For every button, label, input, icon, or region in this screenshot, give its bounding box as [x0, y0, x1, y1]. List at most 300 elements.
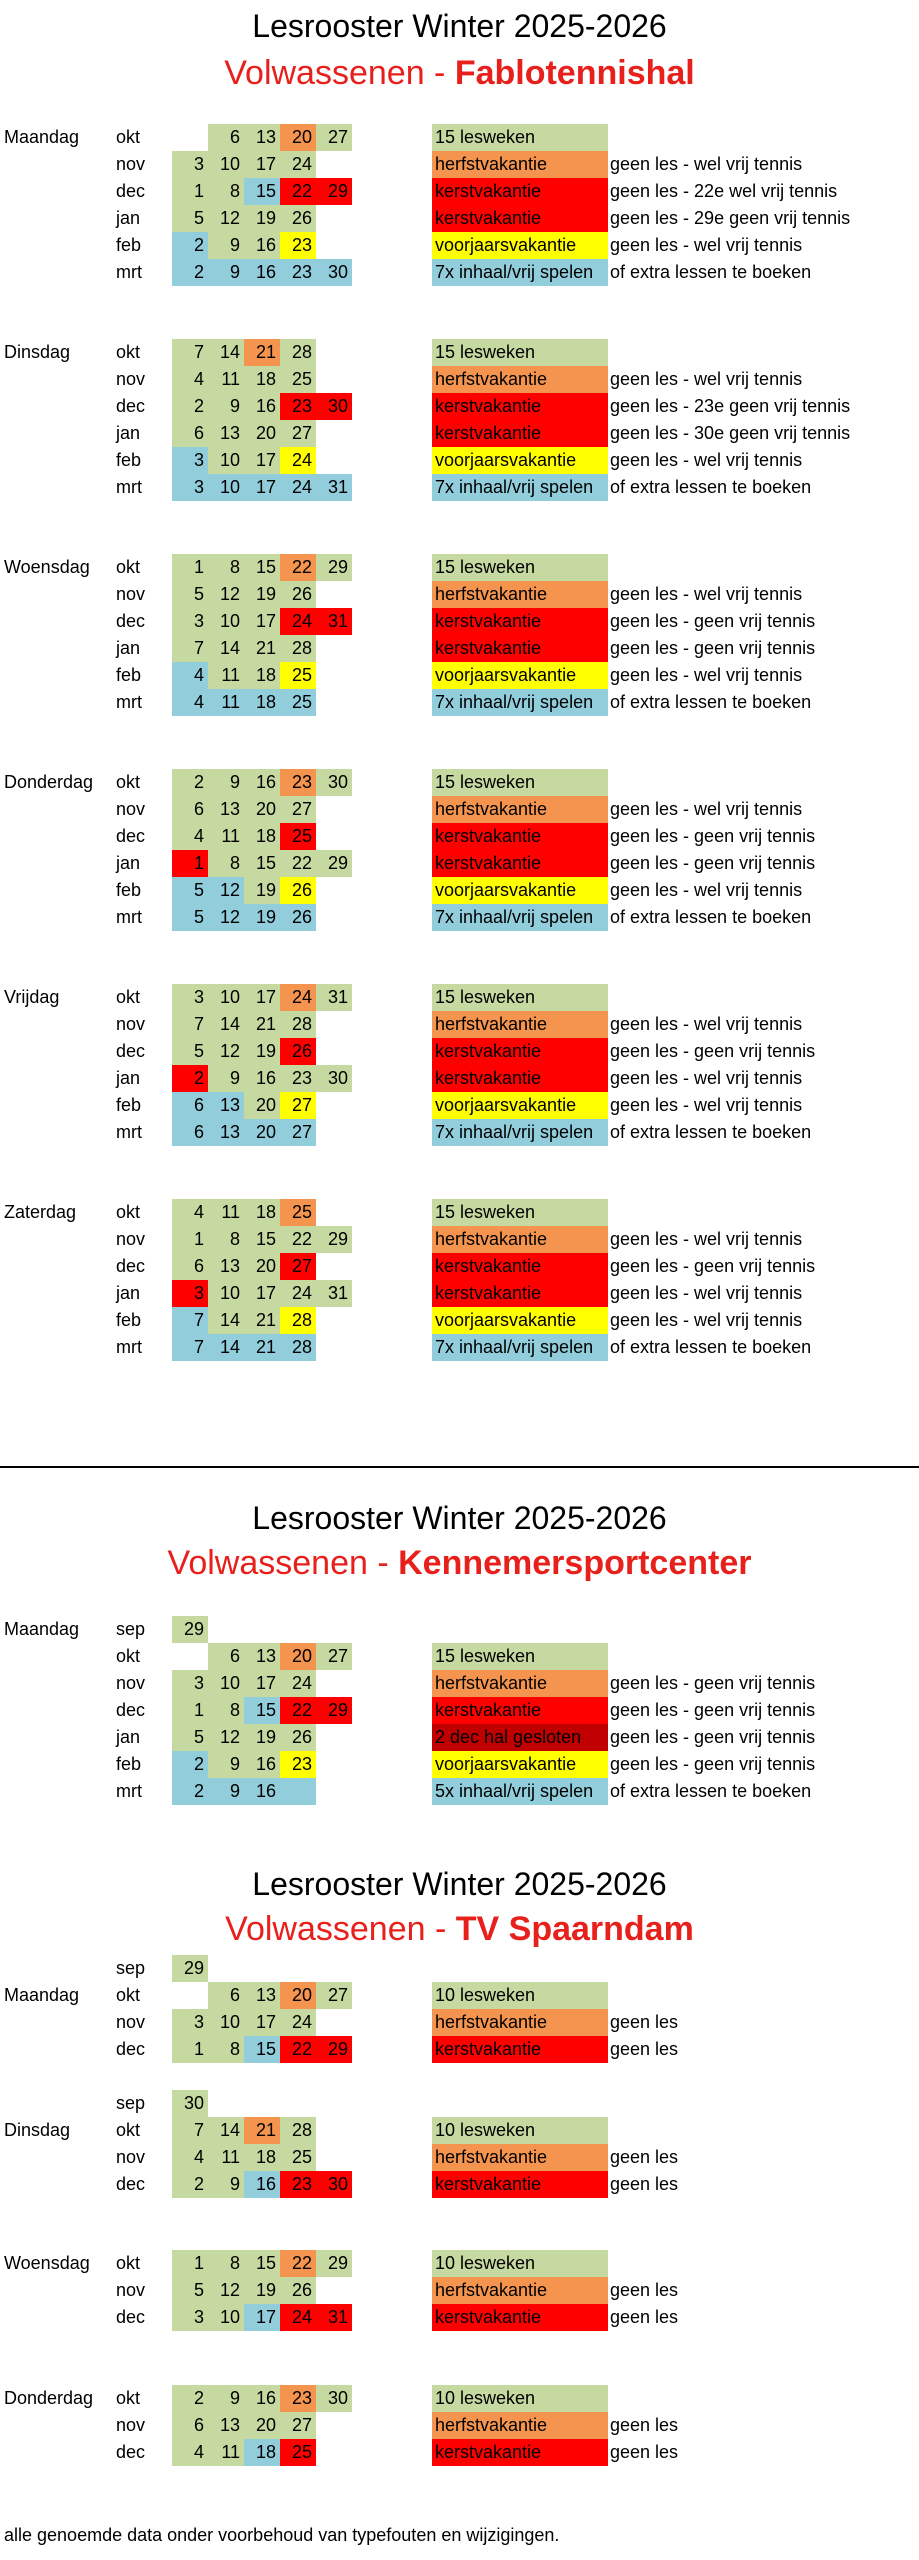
date-cell: 18 — [244, 2144, 280, 2171]
date-cell: 11 — [208, 2144, 244, 2171]
period-label: voorjaarsvakantie — [432, 1092, 608, 1119]
period-note: geen les — [610, 2442, 679, 2462]
period-note: geen les - wel vrij tennis — [610, 880, 803, 900]
date-cell: 20 — [244, 1092, 280, 1119]
month-label: feb — [116, 450, 142, 470]
date-cell: 16 — [244, 769, 280, 796]
period-note: geen les - geen vrij tennis — [610, 1727, 816, 1747]
date-cell: 15 — [244, 554, 280, 581]
month-label: mrt — [116, 1337, 142, 1357]
date-cell: 7 — [172, 1011, 208, 1038]
period-note: geen les - geen vrij tennis — [610, 1754, 816, 1774]
date-cell: 20 — [244, 420, 280, 447]
period-label: 7x inhaal/vrij spelen — [432, 689, 608, 716]
date-cell — [316, 1307, 352, 1334]
date-cell — [280, 2090, 316, 2117]
date-cell: 11 — [208, 823, 244, 850]
date-cell: 2 — [172, 2171, 208, 2198]
period-label: 5x inhaal/vrij spelen — [432, 1778, 608, 1805]
date-cell: 19 — [244, 1038, 280, 1065]
month-label: nov — [116, 1673, 146, 1693]
date-cell: 6 — [172, 1092, 208, 1119]
date-cell: 30 — [316, 259, 352, 286]
month-label: jan — [116, 208, 141, 228]
date-cell: 9 — [208, 232, 244, 259]
month-label: dec — [116, 826, 146, 846]
date-cell: 4 — [172, 366, 208, 393]
period-note: of extra lessen te boeken — [610, 1781, 812, 1801]
date-cell: 8 — [208, 1226, 244, 1253]
date-cell: 6 — [172, 1253, 208, 1280]
date-cell — [172, 124, 208, 151]
date-cell — [244, 1616, 280, 1643]
date-cell: 11 — [208, 1199, 244, 1226]
schedule-title: Lesrooster Winter 2025-2026 — [252, 1500, 667, 1536]
month-label: mrt — [116, 262, 142, 282]
date-cell: 6 — [172, 2412, 208, 2439]
date-cell — [316, 1119, 352, 1146]
date-cell: 26 — [280, 904, 316, 931]
period-note: geen les — [610, 2012, 679, 2032]
date-cell: 24 — [280, 1670, 316, 1697]
date-cell: 20 — [280, 1982, 316, 2009]
date-cell: 25 — [280, 2439, 316, 2466]
date-cell — [208, 1955, 244, 1982]
month-label: nov — [116, 154, 146, 174]
period-label: kerstvakantie — [432, 1065, 608, 1092]
month-label: jan — [116, 423, 141, 443]
date-cell: 9 — [208, 769, 244, 796]
date-cell: 16 — [244, 259, 280, 286]
period-label: kerstvakantie — [432, 1697, 608, 1724]
period-note: of extra lessen te boeken — [610, 1337, 812, 1357]
date-cell: 6 — [208, 124, 244, 151]
date-cell: 9 — [208, 259, 244, 286]
date-cell: 18 — [244, 1199, 280, 1226]
date-cell: 3 — [172, 1280, 208, 1307]
month-label: dec — [116, 2307, 146, 2327]
month-label: nov — [116, 2280, 146, 2300]
date-cell: 1 — [172, 2036, 208, 2063]
period-label: 7x inhaal/vrij spelen — [432, 259, 608, 286]
period-label: kerstvakantie — [432, 823, 608, 850]
date-cell — [316, 1955, 352, 1982]
date-cell: 13 — [244, 1643, 280, 1670]
period-label: 15 lesweken — [432, 769, 608, 796]
date-cell: 30 — [316, 2171, 352, 2198]
date-cell: 23 — [280, 2171, 316, 2198]
month-label: okt — [116, 127, 141, 147]
date-cell: 25 — [280, 662, 316, 689]
date-cell — [316, 1616, 352, 1643]
date-cell: 28 — [280, 339, 316, 366]
month-label: jan — [116, 638, 141, 658]
period-note: geen les — [610, 2039, 679, 2059]
period-label: herfstvakantie — [432, 1226, 608, 1253]
month-label: okt — [116, 342, 141, 362]
date-cell: 23 — [280, 1065, 316, 1092]
date-cell: 28 — [280, 1011, 316, 1038]
period-label: herfstvakantie — [432, 2277, 608, 2304]
month-label: feb — [116, 1310, 142, 1330]
date-cell: 17 — [244, 2009, 280, 2036]
date-cell: 17 — [244, 984, 280, 1011]
period-label: herfstvakantie — [432, 2009, 608, 2036]
date-cell: 27 — [316, 124, 352, 151]
date-cell: 4 — [172, 689, 208, 716]
month-label: jan — [116, 853, 141, 873]
month-label: nov — [116, 2012, 146, 2032]
period-label: herfstvakantie — [432, 2412, 608, 2439]
date-cell — [316, 635, 352, 662]
period-label: 15 lesweken — [432, 554, 608, 581]
date-cell: 29 — [316, 2036, 352, 2063]
period-label: 10 lesweken — [432, 2117, 608, 2144]
date-cell: 22 — [280, 178, 316, 205]
period-note: geen les - wel vrij tennis — [610, 235, 803, 255]
date-cell: 10 — [208, 447, 244, 474]
date-cell: 18 — [244, 366, 280, 393]
date-cell: 27 — [280, 1092, 316, 1119]
date-cell: 4 — [172, 2439, 208, 2466]
period-label: herfstvakantie — [432, 1670, 608, 1697]
subtitle-prefix: Volwassenen - — [225, 1910, 456, 1948]
date-cell: 13 — [244, 124, 280, 151]
date-cell: 5 — [172, 904, 208, 931]
date-cell — [244, 2090, 280, 2117]
date-cell: 19 — [244, 2277, 280, 2304]
date-cell: 15 — [244, 850, 280, 877]
date-cell — [316, 581, 352, 608]
month-label: mrt — [116, 692, 142, 712]
date-cell: 25 — [280, 366, 316, 393]
date-cell — [316, 366, 352, 393]
date-cell: 13 — [208, 1119, 244, 1146]
period-note: geen les - wel vrij tennis — [610, 1283, 803, 1303]
date-cell: 21 — [244, 1334, 280, 1361]
date-cell: 3 — [172, 151, 208, 178]
date-cell: 29 — [316, 1226, 352, 1253]
period-label: 2 dec hal gesloten — [432, 1724, 608, 1751]
date-cell: 27 — [316, 1982, 352, 2009]
date-cell: 3 — [172, 984, 208, 1011]
date-cell: 29 — [172, 1616, 208, 1643]
period-label: kerstvakantie — [432, 850, 608, 877]
date-cell: 29 — [316, 850, 352, 877]
date-cell: 3 — [172, 608, 208, 635]
date-cell — [316, 877, 352, 904]
date-cell: 25 — [280, 823, 316, 850]
date-cell: 27 — [316, 1643, 352, 1670]
date-cell: 13 — [208, 796, 244, 823]
date-cell: 6 — [172, 420, 208, 447]
date-cell — [316, 1670, 352, 1697]
date-cell — [316, 662, 352, 689]
date-cell: 1 — [172, 2250, 208, 2277]
date-cell: 17 — [244, 151, 280, 178]
date-cell: 16 — [244, 1751, 280, 1778]
date-cell: 14 — [208, 1334, 244, 1361]
period-label: kerstvakantie — [432, 2036, 608, 2063]
venue-name: Fablotennishal — [454, 54, 695, 92]
date-cell: 23 — [280, 769, 316, 796]
day-name: Maandag — [4, 1985, 80, 2005]
date-cell — [316, 2144, 352, 2171]
date-cell — [316, 2009, 352, 2036]
date-cell — [316, 796, 352, 823]
date-cell: 17 — [244, 1280, 280, 1307]
period-label: voorjaarsvakantie — [432, 232, 608, 259]
period-note: of extra lessen te boeken — [610, 1122, 812, 1142]
period-label: 10 lesweken — [432, 1982, 608, 2009]
date-cell: 21 — [244, 2117, 280, 2144]
date-cell: 13 — [244, 1982, 280, 2009]
date-cell — [244, 1955, 280, 1982]
period-label: 10 lesweken — [432, 2250, 608, 2277]
period-note: of extra lessen te boeken — [610, 477, 812, 497]
date-cell: 27 — [280, 2412, 316, 2439]
date-cell: 10 — [208, 984, 244, 1011]
date-cell: 4 — [172, 2144, 208, 2171]
period-label: voorjaarsvakantie — [432, 1751, 608, 1778]
period-label: 15 lesweken — [432, 339, 608, 366]
date-cell: 23 — [280, 2385, 316, 2412]
date-cell: 26 — [280, 1724, 316, 1751]
day-name: Dinsdag — [4, 342, 71, 362]
period-label: kerstvakantie — [432, 420, 608, 447]
month-label: nov — [116, 1229, 146, 1249]
date-cell: 2 — [172, 1778, 208, 1805]
month-label: okt — [116, 1202, 141, 1222]
date-cell: 13 — [208, 420, 244, 447]
date-cell: 14 — [208, 2117, 244, 2144]
date-cell: 30 — [172, 2090, 208, 2117]
date-cell: 31 — [316, 1280, 352, 1307]
period-note: geen les - geen vrij tennis — [610, 1256, 816, 1276]
date-cell — [280, 1955, 316, 1982]
period-note: of extra lessen te boeken — [610, 907, 812, 927]
month-label: mrt — [116, 477, 142, 497]
month-label: dec — [116, 2442, 146, 2462]
date-cell: 9 — [208, 1065, 244, 1092]
date-cell: 19 — [244, 581, 280, 608]
date-cell: 6 — [172, 796, 208, 823]
date-cell — [316, 151, 352, 178]
date-cell: 7 — [172, 2117, 208, 2144]
date-cell: 19 — [244, 205, 280, 232]
date-cell: 16 — [244, 232, 280, 259]
date-cell — [208, 2090, 244, 2117]
period-label: kerstvakantie — [432, 635, 608, 662]
date-cell: 9 — [208, 1778, 244, 1805]
date-cell: 8 — [208, 178, 244, 205]
month-label: okt — [116, 1985, 141, 2005]
date-cell: 18 — [244, 689, 280, 716]
month-label: mrt — [116, 1781, 142, 1801]
date-cell — [316, 1011, 352, 1038]
date-cell: 11 — [208, 366, 244, 393]
period-label: kerstvakantie — [432, 393, 608, 420]
date-cell: 2 — [172, 393, 208, 420]
month-label: mrt — [116, 907, 142, 927]
date-cell: 10 — [208, 1280, 244, 1307]
date-cell: 8 — [208, 2036, 244, 2063]
date-cell: 2 — [172, 2385, 208, 2412]
date-cell: 24 — [280, 984, 316, 1011]
schedule-subtitle — [0, 1908, 919, 1950]
date-cell: 10 — [208, 2009, 244, 2036]
date-cell: 15 — [244, 178, 280, 205]
date-cell: 24 — [280, 2009, 316, 2036]
date-cell: 27 — [280, 1119, 316, 1146]
day-name: Maandag — [4, 1619, 80, 1639]
month-label: nov — [116, 2147, 146, 2167]
period-note: geen les - wel vrij tennis — [610, 154, 803, 174]
date-cell: 20 — [280, 124, 316, 151]
month-label: dec — [116, 2174, 146, 2194]
date-cell: 1 — [172, 1697, 208, 1724]
date-cell: 24 — [280, 1280, 316, 1307]
date-cell: 2 — [172, 1751, 208, 1778]
period-label: kerstvakantie — [432, 1253, 608, 1280]
section-divider — [0, 1466, 919, 1468]
period-label: herfstvakantie — [432, 151, 608, 178]
date-cell: 1 — [172, 554, 208, 581]
date-cell: 29 — [316, 178, 352, 205]
date-cell: 29 — [172, 1955, 208, 1982]
period-label: kerstvakantie — [432, 178, 608, 205]
date-cell — [316, 904, 352, 931]
date-cell — [316, 2439, 352, 2466]
date-cell: 23 — [280, 259, 316, 286]
date-cell — [316, 689, 352, 716]
date-cell — [316, 1778, 352, 1805]
date-cell: 29 — [316, 554, 352, 581]
period-note: geen les - 23e geen vrij tennis — [610, 396, 851, 416]
date-cell: 15 — [244, 2036, 280, 2063]
date-cell: 7 — [172, 1307, 208, 1334]
period-label: 7x inhaal/vrij spelen — [432, 1334, 608, 1361]
period-label: kerstvakantie — [432, 1280, 608, 1307]
date-cell: 22 — [280, 1226, 316, 1253]
date-cell: 10 — [208, 2304, 244, 2331]
period-note: geen les — [610, 2280, 679, 2300]
date-cell: 25 — [280, 689, 316, 716]
date-cell: 10 — [208, 474, 244, 501]
month-label: okt — [116, 1646, 141, 1666]
date-cell: 14 — [208, 339, 244, 366]
date-cell: 29 — [316, 2250, 352, 2277]
period-note: geen les - geen vrij tennis — [610, 611, 816, 631]
month-label: okt — [116, 772, 141, 792]
date-cell: 14 — [208, 635, 244, 662]
date-cell: 29 — [316, 1697, 352, 1724]
month-label: okt — [116, 2253, 141, 2273]
date-cell: 11 — [208, 2439, 244, 2466]
date-cell: 15 — [244, 1226, 280, 1253]
date-cell: 3 — [172, 1670, 208, 1697]
day-name: Maandag — [4, 127, 80, 147]
month-label: nov — [116, 799, 146, 819]
date-cell: 7 — [172, 635, 208, 662]
date-cell — [280, 1616, 316, 1643]
period-note: geen les - geen vrij tennis — [610, 826, 816, 846]
period-label: kerstvakantie — [432, 608, 608, 635]
date-cell: 25 — [280, 2144, 316, 2171]
month-label: nov — [116, 1014, 146, 1034]
date-cell: 21 — [244, 1011, 280, 1038]
period-label: herfstvakantie — [432, 366, 608, 393]
date-cell: 23 — [280, 1751, 316, 1778]
date-cell: 4 — [172, 1199, 208, 1226]
date-cell: 28 — [280, 635, 316, 662]
date-cell: 22 — [280, 1697, 316, 1724]
date-cell — [172, 1982, 208, 2009]
date-cell: 5 — [172, 1724, 208, 1751]
date-cell: 10 — [208, 151, 244, 178]
date-cell: 4 — [172, 662, 208, 689]
period-label: herfstvakantie — [432, 2144, 608, 2171]
date-cell: 16 — [244, 2171, 280, 2198]
date-cell: 12 — [208, 581, 244, 608]
month-label: dec — [116, 396, 146, 416]
date-cell: 16 — [244, 1778, 280, 1805]
month-label: jan — [116, 1283, 141, 1303]
date-cell: 2 — [172, 259, 208, 286]
date-cell: 12 — [208, 1724, 244, 1751]
date-cell: 8 — [208, 850, 244, 877]
date-cell: 30 — [316, 769, 352, 796]
date-cell: 5 — [172, 2277, 208, 2304]
date-cell: 7 — [172, 339, 208, 366]
date-cell: 12 — [208, 1038, 244, 1065]
date-cell: 8 — [208, 554, 244, 581]
date-cell: 28 — [280, 2117, 316, 2144]
period-note: geen les - geen vrij tennis — [610, 1673, 816, 1693]
date-cell: 10 — [208, 608, 244, 635]
date-cell: 13 — [208, 1092, 244, 1119]
date-cell: 10 — [208, 1670, 244, 1697]
month-label: feb — [116, 880, 142, 900]
date-cell: 22 — [280, 2036, 316, 2063]
date-cell: 21 — [244, 339, 280, 366]
month-label: feb — [116, 665, 142, 685]
date-cell: 30 — [316, 393, 352, 420]
month-label: okt — [116, 2388, 141, 2408]
date-cell: 16 — [244, 393, 280, 420]
date-cell: 26 — [280, 2277, 316, 2304]
date-cell: 6 — [208, 1643, 244, 1670]
date-cell — [316, 2117, 352, 2144]
date-cell: 19 — [244, 904, 280, 931]
date-cell: 23 — [280, 393, 316, 420]
day-name: Donderdag — [4, 2388, 94, 2408]
date-cell: 17 — [244, 2304, 280, 2331]
day-name: Donderdag — [4, 772, 94, 792]
period-note: geen les - wel vrij tennis — [610, 1229, 803, 1249]
month-label: sep — [116, 2093, 146, 2113]
date-cell — [316, 2277, 352, 2304]
date-cell: 17 — [244, 1670, 280, 1697]
period-label: kerstvakantie — [432, 2304, 608, 2331]
period-label: kerstvakantie — [432, 2439, 608, 2466]
date-cell — [316, 1751, 352, 1778]
month-label: feb — [116, 1754, 142, 1774]
date-cell: 20 — [280, 1643, 316, 1670]
date-cell: 16 — [244, 1065, 280, 1092]
date-cell: 27 — [280, 796, 316, 823]
month-label: dec — [116, 1041, 146, 1061]
